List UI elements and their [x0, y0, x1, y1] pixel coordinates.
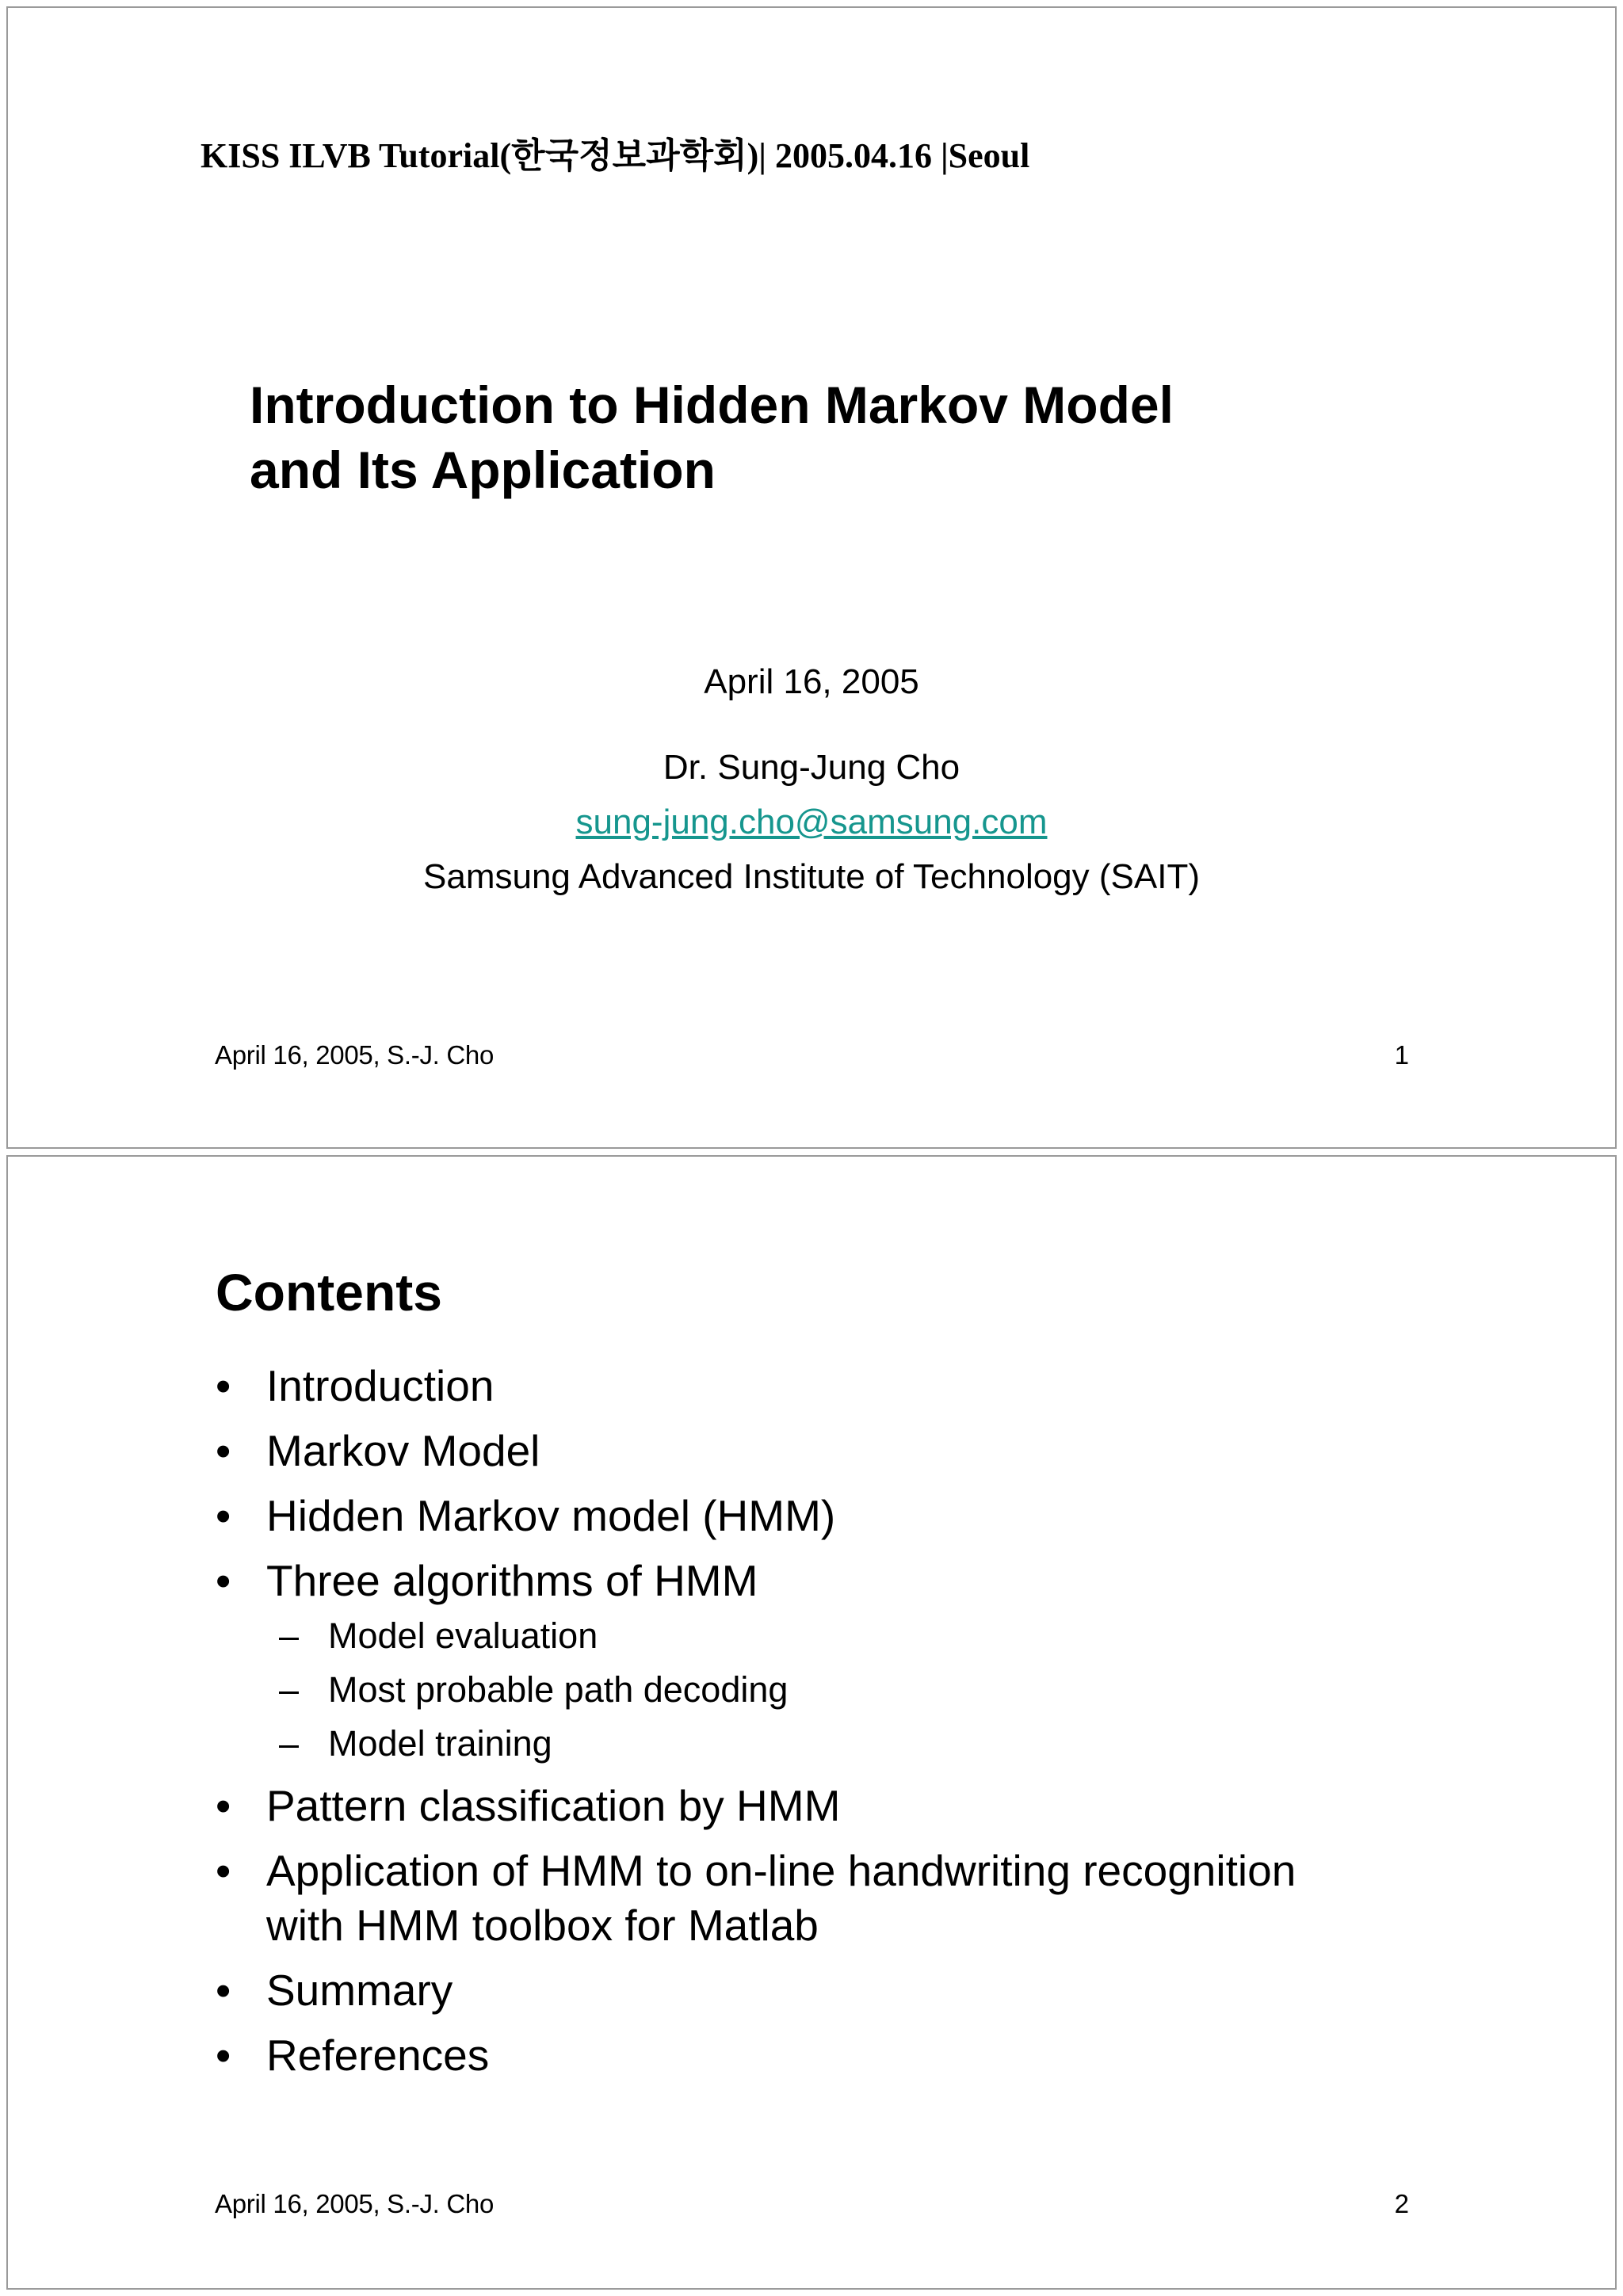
bullet-icon: • [216, 1966, 231, 2015]
bullet-icon: • [216, 1491, 231, 1540]
page-number: 1 [1394, 1040, 1409, 1070]
list-item-label: References [266, 2031, 490, 2080]
author-affiliation: Samsung Advanced Institute of Technology (SAIT) [423, 857, 1200, 896]
title-line-1: Introduction to Hidden Markov Model [250, 376, 1174, 434]
list-item-label: Introduction [266, 1361, 495, 1410]
list-item-label: Application of HMM to on-line handwriting recognition [266, 1846, 1296, 1895]
bullet-icon: • [216, 2031, 231, 2080]
slide-title [250, 372, 1174, 502]
presentation-date: April 16, 2005 [704, 662, 919, 701]
dash-icon: – [279, 1723, 300, 1764]
bullet-icon: • [216, 1846, 231, 1895]
sub-list-item-label: Model evaluation [328, 1615, 598, 1656]
bullet-icon: • [216, 1556, 231, 1605]
footer-date-author: April 16, 2005, S.-J. Cho [215, 2189, 495, 2218]
list-item-label: Summary [266, 1966, 453, 2015]
sub-list-item-label: Most probable path decoding [328, 1669, 789, 1710]
author-email-line [8, 803, 1615, 842]
slide-1 [6, 6, 1617, 1149]
bullet-icon: • [216, 1781, 231, 1830]
title-line-2: and Its Application [250, 441, 716, 499]
dash-icon: – [279, 1669, 300, 1710]
list-item-label: Pattern classification by HMM [266, 1781, 841, 1830]
sub-list-item-label: Model training [328, 1723, 552, 1764]
list-item-label: Markov Model [266, 1426, 540, 1475]
author-email-link[interactable]: sung-jung.cho@samsung.com [575, 803, 1048, 841]
list-item-label: Three algorithms of HMM [266, 1556, 758, 1605]
dash-icon: – [279, 1615, 300, 1656]
list-item-label-line-2: with HMM toolbox for Matlab [266, 1901, 819, 1950]
footer-date-author: April 16, 2005, S.-J. Cho [215, 1040, 495, 1070]
author-name: Dr. Sung-Jung Cho [663, 748, 960, 787]
slide-2 [6, 1155, 1617, 2290]
tutorial-header: KISS ILVB Tutorial(한국정보과학회)| 2005.04.16 |Seoul [200, 136, 1030, 175]
list-item-label: Hidden Markov model (HMM) [266, 1491, 836, 1540]
bullet-icon: • [216, 1426, 231, 1475]
bullet-icon: • [216, 1361, 231, 1410]
contents-title: Contents [216, 1263, 442, 1322]
page-number: 2 [1394, 2189, 1409, 2218]
